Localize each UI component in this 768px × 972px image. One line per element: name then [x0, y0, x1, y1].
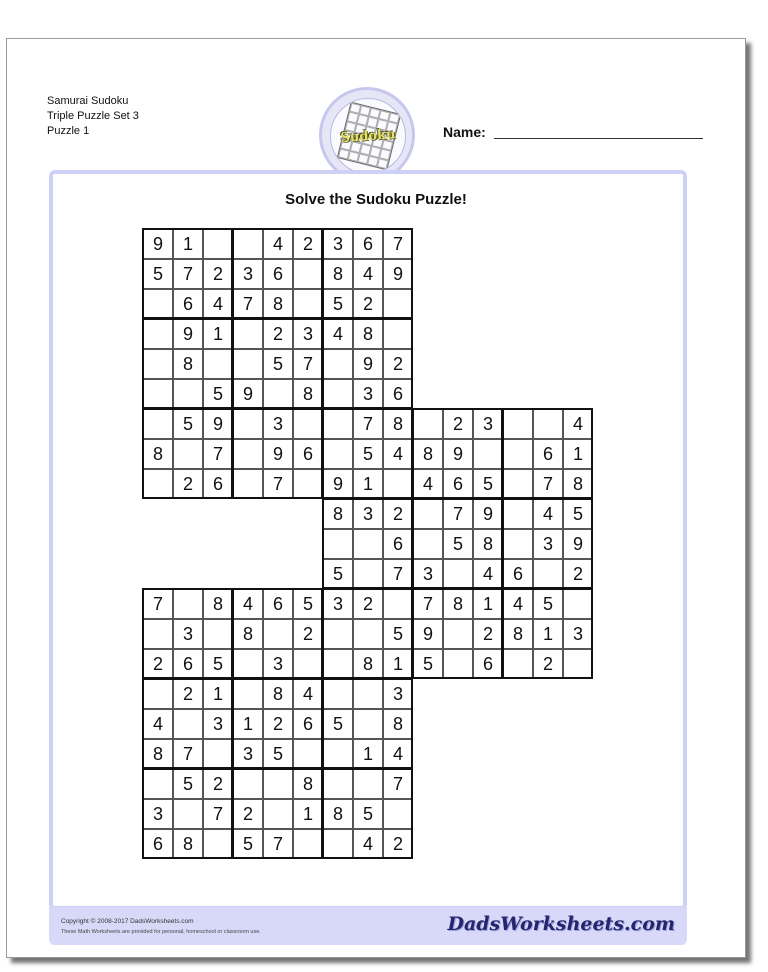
sudoku-cell: 5 — [353, 439, 383, 469]
sudoku-cell: 3 — [563, 619, 593, 649]
sudoku-cell[interactable] — [293, 829, 323, 859]
sudoku-cell: 5 — [533, 589, 563, 619]
sudoku-cell: 7 — [443, 499, 473, 529]
sudoku-cell: 8 — [353, 649, 383, 679]
sudoku-cell[interactable] — [233, 439, 263, 469]
worksheet-type: Samurai Sudoku — [47, 95, 129, 107]
sudoku-cell: 1 — [233, 709, 263, 739]
sudoku-cell: 6 — [203, 469, 233, 499]
sudoku-cell[interactable] — [533, 409, 563, 439]
sudoku-cell[interactable] — [203, 829, 233, 859]
sudoku-cell: 8 — [323, 499, 353, 529]
sudoku-cell: 8 — [173, 829, 203, 859]
sudoku-cell[interactable] — [323, 679, 353, 709]
sudoku-cell: 6 — [263, 259, 293, 289]
sudoku-cell: 8 — [233, 619, 263, 649]
sudoku-cell: 8 — [143, 739, 173, 769]
sudoku-cell: 5 — [413, 649, 443, 679]
sudoku-cell[interactable] — [323, 379, 353, 409]
sudoku-cell[interactable] — [473, 439, 503, 469]
sudoku-cell: 6 — [143, 829, 173, 859]
sudoku-cell[interactable] — [503, 529, 533, 559]
sudoku-cell: 3 — [263, 409, 293, 439]
sudoku-cell: 6 — [383, 529, 413, 559]
sudoku-cell[interactable] — [143, 349, 173, 379]
sudoku-cell: 7 — [383, 769, 413, 799]
sudoku-cell[interactable] — [173, 709, 203, 739]
sudoku-cell: 7 — [263, 829, 293, 859]
sudoku-cell: 8 — [503, 619, 533, 649]
sudoku-cell: 1 — [473, 589, 503, 619]
sudoku-cell[interactable] — [233, 349, 263, 379]
sudoku-cell[interactable] — [293, 409, 323, 439]
sudoku-cell: 6 — [353, 229, 383, 259]
sudoku-cell: 5 — [203, 379, 233, 409]
sudoku-cell[interactable] — [143, 409, 173, 439]
sudoku-cell[interactable] — [173, 379, 203, 409]
sudoku-cell[interactable] — [263, 379, 293, 409]
sudoku-cell[interactable] — [233, 469, 263, 499]
sudoku-cell: 6 — [173, 289, 203, 319]
sudoku-cell: 4 — [383, 739, 413, 769]
sudoku-cell: 3 — [233, 739, 263, 769]
sudoku-cell: 2 — [143, 649, 173, 679]
sudoku-cell: 1 — [353, 739, 383, 769]
sudoku-cell: 2 — [443, 409, 473, 439]
sudoku-cell: 8 — [263, 289, 293, 319]
sudoku-cell: 4 — [203, 289, 233, 319]
sudoku-cell: 4 — [293, 679, 323, 709]
sudoku-cell: 5 — [233, 829, 263, 859]
sudoku-cell: 2 — [383, 499, 413, 529]
sudoku-cell: 4 — [533, 499, 563, 529]
sudoku-cell: 2 — [473, 619, 503, 649]
sudoku-cell: 5 — [563, 499, 593, 529]
sudoku-cell[interactable] — [353, 679, 383, 709]
sudoku-cell: 1 — [353, 469, 383, 499]
sudoku-cell: 2 — [263, 709, 293, 739]
sudoku-cell: 9 — [143, 229, 173, 259]
sudoku-cell: 2 — [353, 289, 383, 319]
sudoku-cell: 3 — [263, 649, 293, 679]
sudoku-cell: 3 — [353, 379, 383, 409]
sudoku-cell: 3 — [143, 799, 173, 829]
sudoku-cell: 5 — [173, 409, 203, 439]
sudoku-cell: 5 — [383, 619, 413, 649]
sudoku-cell[interactable] — [143, 469, 173, 499]
sudoku-cell: 3 — [203, 709, 233, 739]
sudoku-cell: 2 — [203, 259, 233, 289]
sudoku-cell[interactable] — [353, 709, 383, 739]
sudoku-cell: 1 — [293, 799, 323, 829]
sudoku-cell: 5 — [173, 769, 203, 799]
sudoku-cell: 8 — [473, 529, 503, 559]
sudoku-cell: 7 — [533, 469, 563, 499]
worksheet-page — [6, 38, 746, 958]
sudoku-cell: 9 — [203, 409, 233, 439]
sudoku-cell: 5 — [443, 529, 473, 559]
sudoku-cell[interactable] — [383, 289, 413, 319]
sudoku-cell: 8 — [383, 409, 413, 439]
sudoku-cell[interactable] — [203, 229, 233, 259]
worksheet-info — [47, 94, 139, 139]
sudoku-cell: 8 — [323, 259, 353, 289]
sudoku-cell: 6 — [263, 589, 293, 619]
sudoku-cell[interactable] — [533, 559, 563, 589]
sudoku-cell[interactable] — [143, 289, 173, 319]
sudoku-cell[interactable] — [563, 589, 593, 619]
sudoku-cell: 3 — [323, 589, 353, 619]
sudoku-cell[interactable] — [233, 649, 263, 679]
sudoku-cell: 4 — [233, 589, 263, 619]
sudoku-cell: 8 — [203, 589, 233, 619]
sudoku-cell[interactable] — [203, 619, 233, 649]
sudoku-cell[interactable] — [323, 529, 353, 559]
sudoku-cell: 6 — [503, 559, 533, 589]
sudoku-cell: 4 — [143, 709, 173, 739]
sudoku-cell[interactable] — [293, 739, 323, 769]
sudoku-cell[interactable] — [263, 799, 293, 829]
sudoku-cell: 2 — [563, 559, 593, 589]
sudoku-cell: 9 — [263, 439, 293, 469]
sudoku-cell[interactable] — [443, 649, 473, 679]
sudoku-cell: 2 — [383, 829, 413, 859]
sudoku-cell: 8 — [323, 799, 353, 829]
sudoku-cell: 7 — [173, 739, 203, 769]
sudoku-cell: 3 — [173, 619, 203, 649]
sudoku-cell: 7 — [203, 799, 233, 829]
usage-notice: These Math Worksheets are provided for personal, homeschool or classroom use. — [61, 929, 261, 935]
sudoku-cell[interactable] — [323, 769, 353, 799]
sudoku-cell: 3 — [323, 229, 353, 259]
sudoku-cell: 7 — [143, 589, 173, 619]
sudoku-cell[interactable] — [353, 619, 383, 649]
sudoku-cell: 5 — [203, 649, 233, 679]
sudoku-cell[interactable] — [233, 229, 263, 259]
sudoku-cell: 6 — [533, 439, 563, 469]
sudoku-cell: 6 — [293, 439, 323, 469]
sudoku-cell: 2 — [533, 649, 563, 679]
sudoku-cell: 8 — [383, 709, 413, 739]
sudoku-cell[interactable] — [323, 349, 353, 379]
sudoku-cell: 7 — [383, 559, 413, 589]
sudoku-cell: 5 — [143, 259, 173, 289]
sudoku-cell: 3 — [293, 319, 323, 349]
sudoku-cell[interactable] — [263, 619, 293, 649]
sudoku-cell: 3 — [413, 559, 443, 589]
sudoku-cell: 7 — [263, 469, 293, 499]
sudoku-cell[interactable] — [413, 529, 443, 559]
sudoku-cell[interactable] — [293, 649, 323, 679]
sudoku-cell[interactable] — [143, 619, 173, 649]
sudoku-cell: 5 — [263, 349, 293, 379]
sudoku-cell[interactable] — [383, 589, 413, 619]
brand-logo: DadsWorksheets.com — [447, 913, 675, 935]
sudoku-cell: 9 — [383, 259, 413, 289]
sudoku-cell: 7 — [203, 439, 233, 469]
sudoku-cell[interactable] — [173, 799, 203, 829]
sudoku-cell[interactable] — [143, 679, 173, 709]
puzzle-title: Solve the Sudoku Puzzle! — [285, 191, 467, 208]
sudoku-cell[interactable] — [353, 769, 383, 799]
sudoku-cell[interactable] — [443, 559, 473, 589]
sudoku-cell: 9 — [173, 319, 203, 349]
sudoku-cell: 3 — [383, 679, 413, 709]
logo-wordmark: Sudoku — [340, 127, 396, 146]
sudoku-cell: 6 — [383, 379, 413, 409]
sudoku-cell: 4 — [383, 439, 413, 469]
sudoku-cell[interactable] — [293, 259, 323, 289]
sudoku-cell[interactable] — [383, 319, 413, 349]
puzzle-number: Puzzle 1 — [47, 125, 90, 137]
sudoku-cell: 2 — [383, 349, 413, 379]
sudoku-cell: 5 — [323, 559, 353, 589]
sudoku-cell[interactable] — [143, 769, 173, 799]
sudoku-cell: 1 — [383, 649, 413, 679]
sudoku-cell: 1 — [563, 439, 593, 469]
name-label: Name: — [443, 124, 486, 140]
sudoku-cell[interactable] — [203, 349, 233, 379]
sudoku-cell: 6 — [443, 469, 473, 499]
sudoku-cell: 4 — [353, 829, 383, 859]
footer-bar — [49, 907, 687, 945]
sudoku-cell: 8 — [413, 439, 443, 469]
sudoku-cell: 4 — [503, 589, 533, 619]
sudoku-cell[interactable] — [233, 319, 263, 349]
sudoku-cell[interactable] — [293, 469, 323, 499]
sudoku-cell: 2 — [293, 229, 323, 259]
sudoku-cell: 8 — [353, 319, 383, 349]
sudoku-cell: 5 — [353, 799, 383, 829]
sudoku-cell[interactable] — [383, 799, 413, 829]
sudoku-cell: 3 — [353, 499, 383, 529]
sudoku-cell[interactable] — [323, 619, 353, 649]
sudoku-cell[interactable] — [503, 409, 533, 439]
sudoku-cell: 2 — [173, 679, 203, 709]
sudoku-cell[interactable] — [503, 469, 533, 499]
sudoku-cell: 8 — [173, 349, 203, 379]
sudoku-cell: 3 — [233, 259, 263, 289]
sudoku-cell[interactable] — [323, 409, 353, 439]
sudoku-cell[interactable] — [143, 319, 173, 349]
sudoku-cell[interactable] — [143, 379, 173, 409]
sudoku-cell[interactable] — [383, 469, 413, 499]
sudoku-cell: 3 — [473, 409, 503, 439]
sudoku-cell: 2 — [233, 799, 263, 829]
sudoku-cell: 7 — [413, 589, 443, 619]
sudoku-cell: 4 — [323, 319, 353, 349]
sudoku-cell[interactable] — [203, 739, 233, 769]
sudoku-cell[interactable] — [503, 649, 533, 679]
sudoku-cell: 7 — [383, 229, 413, 259]
sudoku-cell: 9 — [563, 529, 593, 559]
sudoku-cell[interactable] — [293, 289, 323, 319]
sudoku-cell: 9 — [323, 469, 353, 499]
sudoku-cell: 5 — [293, 589, 323, 619]
sudoku-cell: 1 — [203, 319, 233, 349]
sudoku-cell: 4 — [473, 559, 503, 589]
sudoku-cell: 1 — [203, 679, 233, 709]
sudoku-cell: 5 — [263, 739, 293, 769]
sudoku-cell[interactable] — [353, 559, 383, 589]
logo-badge — [330, 98, 406, 174]
sudoku-cell: 5 — [323, 289, 353, 319]
sudoku-cell: 4 — [563, 409, 593, 439]
name-field[interactable] — [494, 138, 703, 139]
sudoku-cell: 8 — [293, 379, 323, 409]
sudoku-cell: 9 — [473, 499, 503, 529]
sudoku-cell: 9 — [233, 379, 263, 409]
sudoku-cell: 8 — [263, 679, 293, 709]
sudoku-cell[interactable] — [233, 679, 263, 709]
sudoku-cell[interactable] — [233, 409, 263, 439]
sudoku-cell: 6 — [473, 649, 503, 679]
sudoku-cell[interactable] — [323, 649, 353, 679]
sudoku-cell: 7 — [353, 409, 383, 439]
sudoku-logo — [319, 87, 415, 183]
sudoku-cell[interactable] — [413, 409, 443, 439]
sudoku-cell[interactable] — [503, 439, 533, 469]
sudoku-cell: 9 — [353, 349, 383, 379]
sudoku-cell: 4 — [263, 229, 293, 259]
sudoku-cell[interactable] — [563, 649, 593, 679]
puzzle-set: Triple Puzzle Set 3 — [47, 110, 139, 122]
sudoku-cell[interactable] — [173, 589, 203, 619]
sudoku-cell[interactable] — [503, 499, 533, 529]
sudoku-cell: 2 — [203, 769, 233, 799]
sudoku-cell: 8 — [293, 769, 323, 799]
sudoku-cell[interactable] — [443, 619, 473, 649]
sudoku-cell: 4 — [413, 469, 443, 499]
sudoku-cell: 4 — [353, 259, 383, 289]
sudoku-cell[interactable] — [173, 439, 203, 469]
sudoku-cell: 8 — [143, 439, 173, 469]
sudoku-cell[interactable] — [233, 769, 263, 799]
sudoku-cell: 2 — [263, 319, 293, 349]
sudoku-cell[interactable] — [413, 499, 443, 529]
sudoku-cell: 1 — [533, 619, 563, 649]
sudoku-cell: 8 — [443, 589, 473, 619]
sudoku-cell: 6 — [173, 649, 203, 679]
sudoku-cell: 7 — [293, 349, 323, 379]
sudoku-cell[interactable] — [263, 769, 293, 799]
sudoku-cell: 9 — [443, 439, 473, 469]
sudoku-cell: 9 — [413, 619, 443, 649]
sudoku-cell: 7 — [233, 289, 263, 319]
sudoku-cell[interactable] — [323, 829, 353, 859]
sudoku-cell: 6 — [293, 709, 323, 739]
sudoku-cell: 3 — [533, 529, 563, 559]
sudoku-cell: 2 — [173, 469, 203, 499]
sudoku-cell: 5 — [473, 469, 503, 499]
copyright-text: Copyright © 2008-2017 DadsWorksheets.com — [61, 918, 194, 925]
sudoku-cell: 2 — [293, 619, 323, 649]
sudoku-cell: 5 — [323, 709, 353, 739]
sudoku-cell: 1 — [173, 229, 203, 259]
sudoku-cell[interactable] — [353, 529, 383, 559]
sudoku-cell[interactable] — [323, 739, 353, 769]
sudoku-cell: 2 — [353, 589, 383, 619]
sudoku-cell: 7 — [173, 259, 203, 289]
sudoku-cell[interactable] — [323, 439, 353, 469]
sudoku-cell: 8 — [563, 469, 593, 499]
